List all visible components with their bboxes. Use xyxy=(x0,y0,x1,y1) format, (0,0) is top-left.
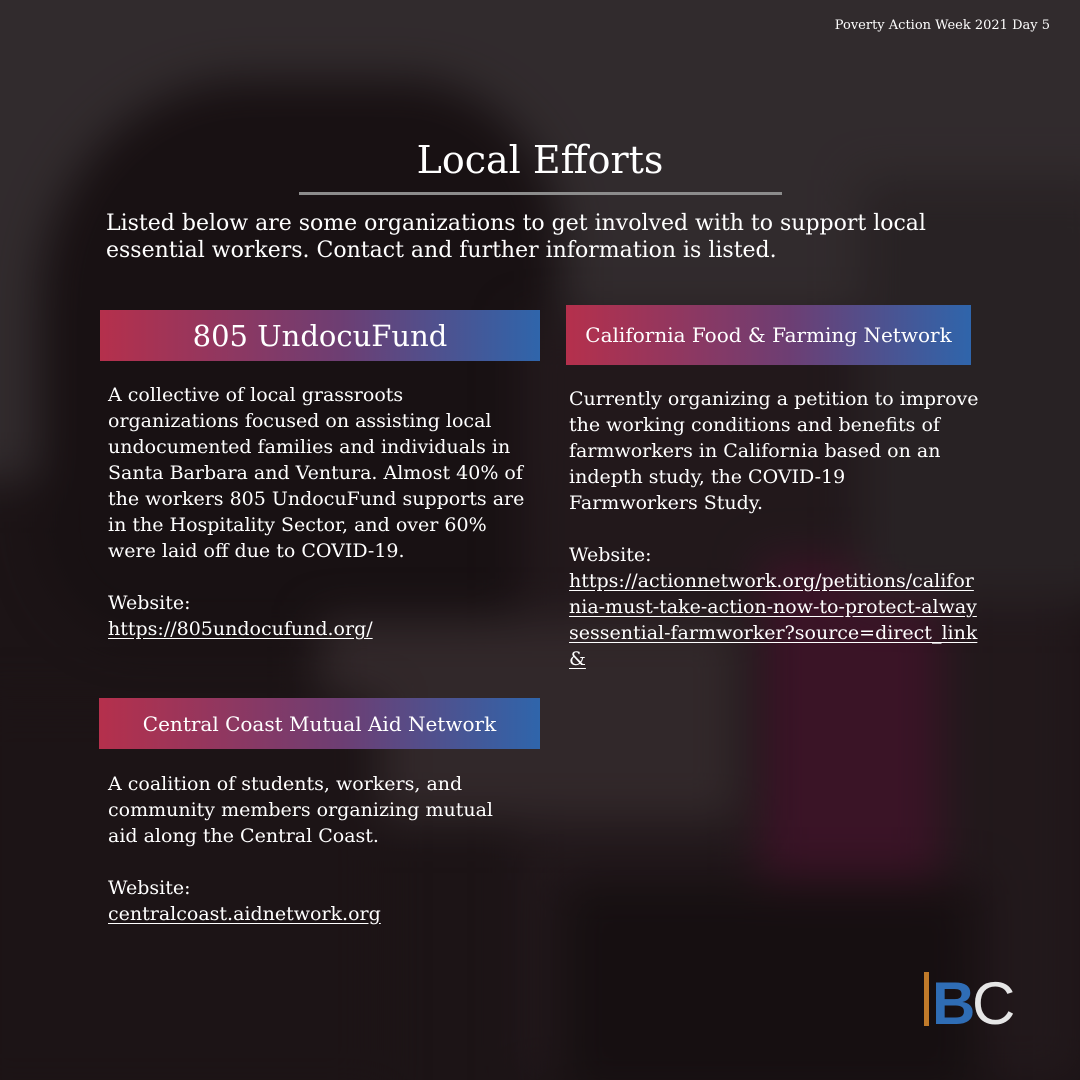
website-link[interactable]: https://805undocufund.org/ xyxy=(108,618,373,640)
org-name: Central Coast Mutual Aid Network xyxy=(142,711,497,736)
website-link[interactable]: centralcoast.aidnetwork.org xyxy=(108,903,381,925)
org-banner-central-coast-mutual-aid xyxy=(99,698,540,749)
org-details-california-food-farming xyxy=(569,386,979,672)
org-description: A collective of local grassroots organizations focused on assisting local undocumented families and individuals in Santa Barbara and Ventura. Almost 40% of the workers 805 UndocuFund supports are in the Hospitality Sector, and over 60% were laid off due to COVID-19. xyxy=(108,384,525,562)
org-description: Currently organizing a petition to improve the working conditions and benefits of farmworkers in California based on an indepth study, the COVID-19 Farmworkers Study. xyxy=(569,388,979,514)
intro-text: Listed below are some organizations to get involved with to support local essential workers. Contact and further information is listed. xyxy=(106,211,926,263)
org-banner-805-undocufund xyxy=(100,310,540,361)
svg-text:C: C xyxy=(972,970,1016,1030)
website-label: Website: xyxy=(108,592,191,614)
svg-text:B: B xyxy=(932,970,976,1030)
website-label: Website: xyxy=(108,877,191,899)
org-name: 805 UndocuFund xyxy=(192,318,448,353)
org-description: A coalition of students, workers, and community members organizing mutual aid along the Central Coast. xyxy=(108,773,494,847)
org-details-central-coast-mutual-aid xyxy=(108,771,528,927)
org-name: California Food & Farming Network xyxy=(585,323,952,347)
header-note: Poverty Action Week 2021 Day 5 xyxy=(834,18,1050,33)
website-label: Website: xyxy=(569,544,652,566)
page-title: Local Efforts xyxy=(416,138,664,182)
title-underline xyxy=(299,192,782,195)
website-link[interactable]: https://actionnetwork.org/petitions/california-must-take-action-now-to-protect-alwaysessential-farmworker?source=direct_link& xyxy=(569,570,978,670)
org-banner-california-food-farming xyxy=(566,305,971,365)
org-details-805-undocufund xyxy=(108,382,528,642)
bc-logo xyxy=(924,970,1020,1030)
